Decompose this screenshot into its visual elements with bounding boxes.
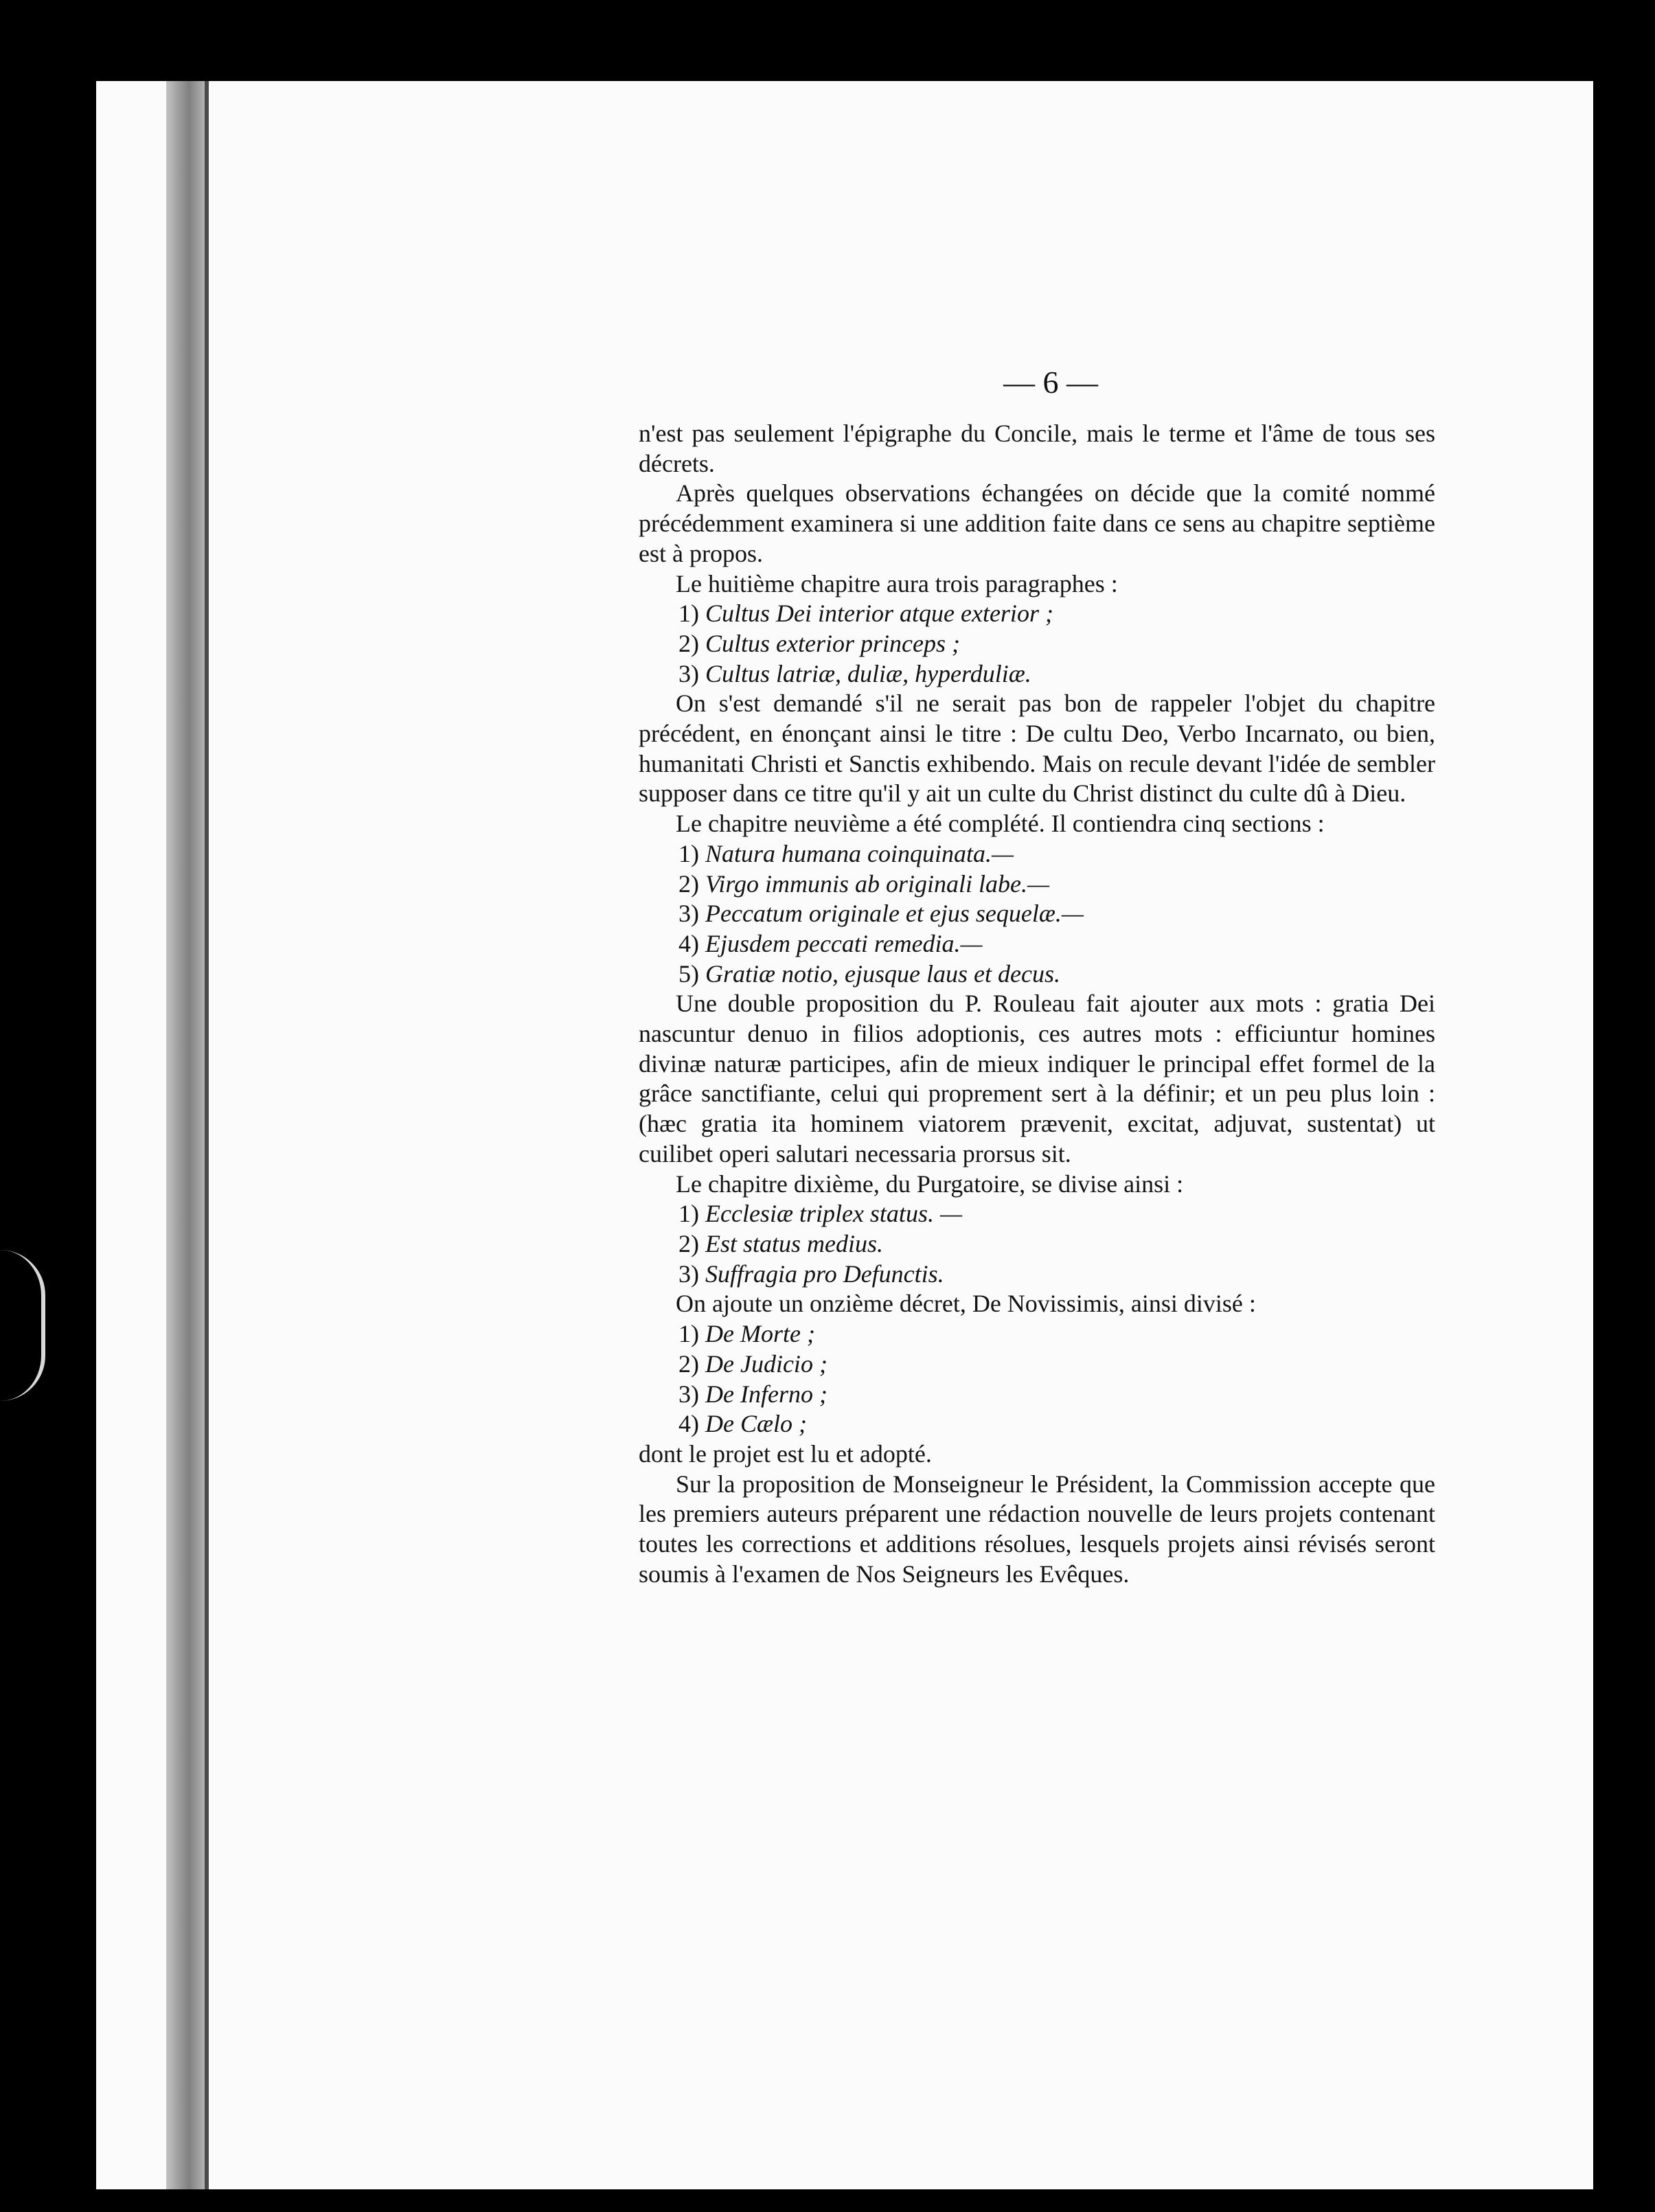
binding-edge xyxy=(205,81,209,2189)
paragraph: Le chapitre dixième, du Purgatoire, se divise ainsi : xyxy=(676,1170,1184,1198)
list-item xyxy=(639,1319,1435,1349)
list-item xyxy=(639,959,1435,990)
list-item xyxy=(639,629,1435,659)
margin-bracket-mark xyxy=(0,1250,45,1401)
paragraph: Le chapitre neuvième a été complété. Il contiendra cinq sections : xyxy=(676,810,1325,838)
list-number: 2) xyxy=(678,869,699,898)
list-text: Ejusdem peccati remedia.— xyxy=(705,929,983,957)
list-text: Cultus latriæ, duliæ, hyperduliæ. xyxy=(705,659,1031,687)
list-number: 2) xyxy=(678,1229,699,1257)
list-item xyxy=(639,929,1435,959)
list-number: 3) xyxy=(678,659,699,687)
list-item xyxy=(639,1380,1435,1410)
list-number: 1) xyxy=(678,1200,699,1228)
list-number: 1) xyxy=(678,600,699,628)
list-number: 3) xyxy=(678,1380,699,1408)
page-number: — 6 — xyxy=(1003,365,1098,400)
list-number: 5) xyxy=(678,959,699,988)
list-text: Gratiæ notio, ejusque laus et decus. xyxy=(705,959,1060,988)
body-text xyxy=(639,419,1435,1589)
list-text: Cultus Dei interior atque exterior ; xyxy=(705,600,1053,628)
list-item xyxy=(639,1259,1435,1290)
list-item xyxy=(639,1349,1435,1380)
list-text: De Judicio ; xyxy=(705,1349,828,1378)
list-number: 1) xyxy=(678,1320,699,1348)
paragraph: Le huitième chapitre aura trois paragraphes : xyxy=(676,569,1118,597)
list-text: Peccatum originale et ejus sequelæ.— xyxy=(705,900,1084,928)
list-number: 1) xyxy=(678,839,699,867)
list-text: De Cælo ; xyxy=(705,1410,807,1438)
paragraph: On ajoute un onzième décret, De Novissimis, ainsi divisé : xyxy=(676,1290,1256,1318)
list-number: 3) xyxy=(678,900,699,928)
paragraph: On s'est demandé s'il ne serait pas bon de rappeler l'objet du chapitre précédent, en énonçant ainsi le titre : De cultu Deo, Verbo Incarnato, ou bien, humanitati Christi et Sanctis exhibendo. Mais on recule devant l'idée de sembler supposer dans ce titre qu'il y ait un culte du Christ distinct du culte dû à Dieu. xyxy=(639,689,1435,808)
list-item xyxy=(639,659,1435,689)
paragraph: dont le projet est lu et adopté. xyxy=(639,1439,932,1468)
list-number: 2) xyxy=(678,1349,699,1378)
list-number: 2) xyxy=(678,629,699,657)
paragraph: n'est pas seulement l'épigraphe du Concile, mais le terme et l'âme de tous ses décrets. xyxy=(639,420,1435,477)
list-number: 4) xyxy=(678,1410,699,1438)
list-item xyxy=(639,599,1435,629)
list-text: Virgo immunis ab originali labe.— xyxy=(705,869,1050,898)
paragraph: Après quelques observations échangées on décide que la comité nommé précédemment examinera si une addition faite dans ce sens au chapitre septième est à propos. xyxy=(639,479,1435,567)
binding-spine xyxy=(166,81,205,2189)
list-text: Est status medius. xyxy=(705,1229,884,1257)
list-text: Cultus exterior princeps ; xyxy=(705,629,960,657)
list-item xyxy=(639,1229,1435,1259)
list-item xyxy=(639,1409,1435,1439)
list-text: De Morte ; xyxy=(705,1320,815,1348)
list-number: 3) xyxy=(678,1259,699,1288)
list-item xyxy=(639,899,1435,929)
list-text: Ecclesiæ triplex status. — xyxy=(705,1200,962,1228)
list-item xyxy=(639,1199,1435,1229)
list-item xyxy=(639,839,1435,869)
list-text: De Inferno ; xyxy=(705,1380,828,1408)
list-text: Natura humana coinquinata.— xyxy=(705,839,1014,867)
paragraph: Sur la proposition de Monseigneur le Président, la Commission accepte que les premiers auteurs préparent une rédaction nouvelle de leurs projets contenant toutes les corrections et additions résolues, lesquels projets ainsi révisés seront soumis à l'examen de Nos Seigneurs les Evêques. xyxy=(639,1470,1435,1588)
list-item xyxy=(639,869,1435,900)
list-number: 4) xyxy=(678,929,699,957)
paragraph: Une double proposition du P. Rouleau fait ajouter aux mots : gratia Dei nascuntur denuo in filios adoptionis, ces autres mots : efficiuntur homines divinæ naturæ participes, afin de mieux indiquer le principal effet formel de la grâce sanctifiante, celui qui proprement sert à la définir; et un peu plus loin : (hæc gratia ita hominem viatorem prævenit, excitat, adjuvat, sustentat) ut cuilibet operi salutari necessaria prorsus sit. xyxy=(639,990,1435,1167)
list-text: Suffragia pro Defunctis. xyxy=(705,1259,944,1288)
